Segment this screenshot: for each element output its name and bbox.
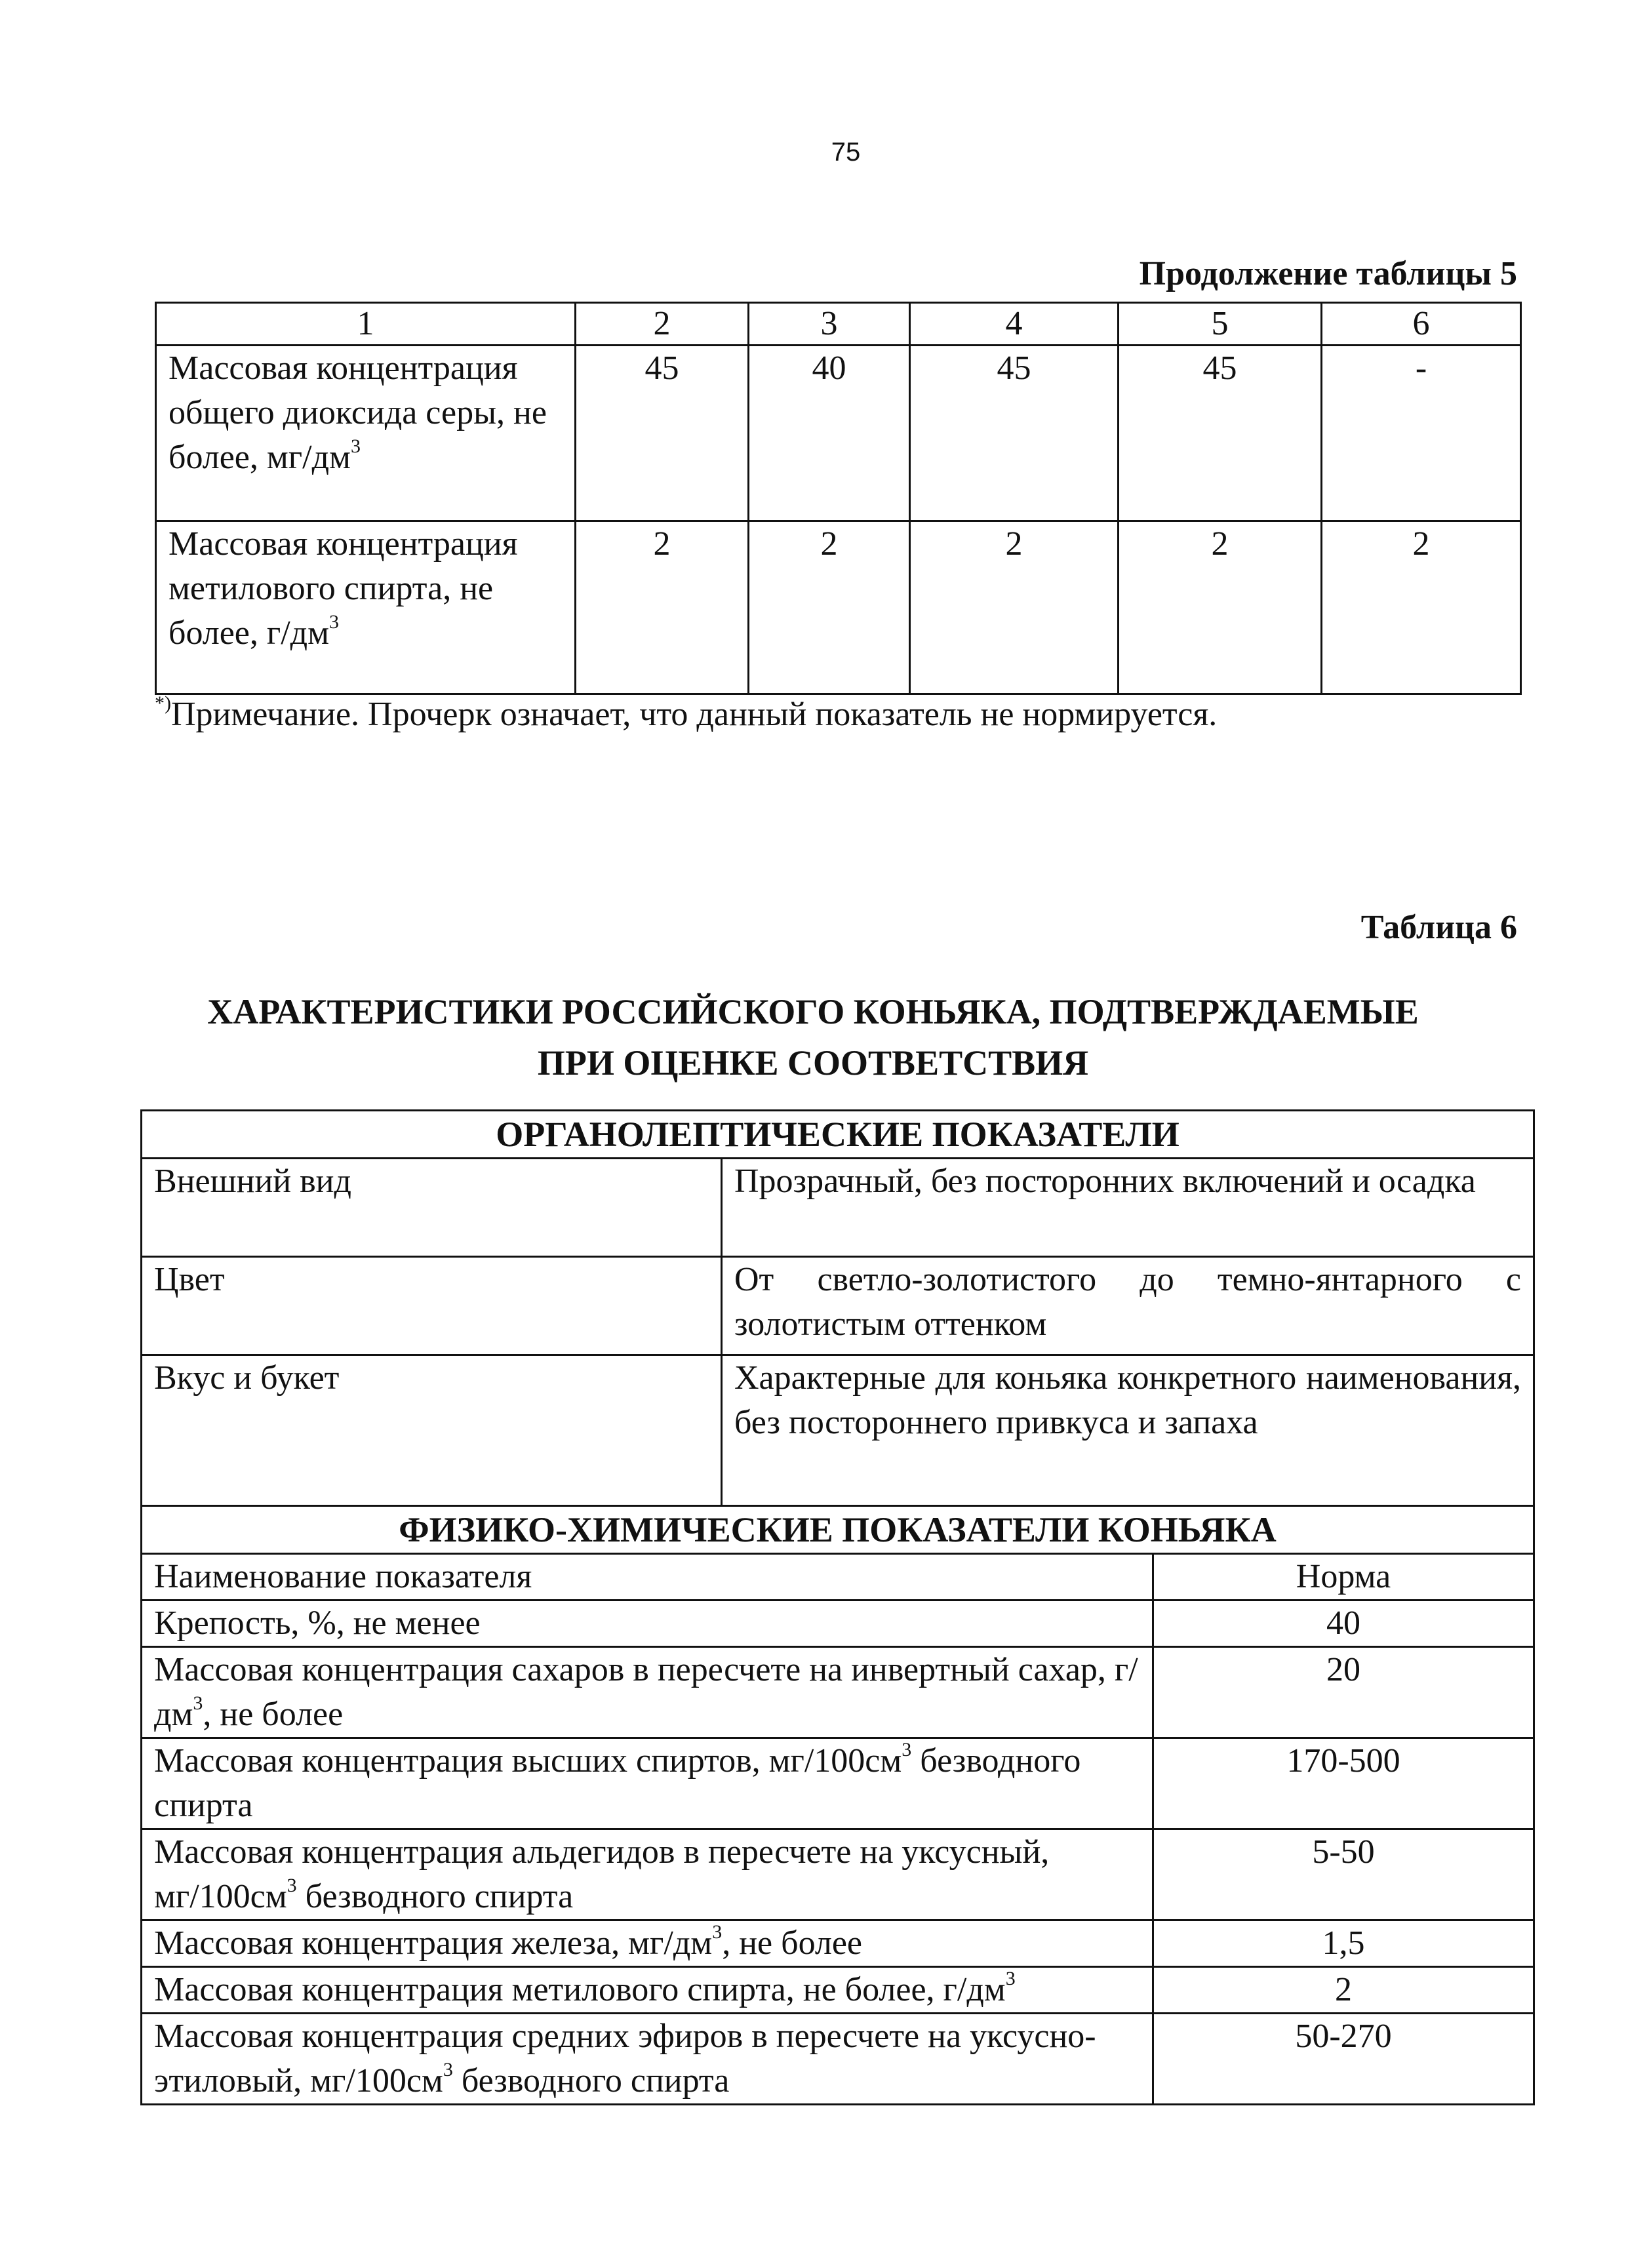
row-label: Массовая концентрация общего диоксида серы, не более, $мг/дм^3$ <box>156 346 576 521</box>
property-name: Массовая концентрация высших спиртов, $мг/100см^3$ безводного спирта <box>142 1738 1153 1829</box>
section-header-row <box>142 1506 1534 1554</box>
note-mark: *) <box>155 692 171 714</box>
table-row <box>142 1920 1534 1967</box>
table-cell: 2 <box>1322 521 1521 694</box>
table-6-title-line-1: ХАРАКТЕРИСТИКИ РОССИЙСКОГО КОНЬЯКА, ПОДТВЕРЖДАЕМЫЕ <box>207 992 1419 1031</box>
table-6 <box>140 1109 1535 2105</box>
column-header: 1 <box>156 303 576 346</box>
property-name: Цвет <box>142 1257 722 1355</box>
property-norm: 170-500 <box>1153 1738 1534 1829</box>
property-norm: 1,5 <box>1153 1920 1534 1967</box>
column-header-norm: Норма <box>1153 1554 1534 1601</box>
property-norm: 40 <box>1153 1601 1534 1647</box>
property-name: Массовая концентрация железа, $мг/дм^3$, не более <box>142 1920 1153 1967</box>
column-header: 2 <box>576 303 749 346</box>
table-cell: 45 <box>910 346 1119 521</box>
property-name: Крепость, %, не менее <box>142 1601 1153 1647</box>
table-row <box>142 1601 1534 1647</box>
table-row <box>156 346 1521 521</box>
table-6-title-line-2: ПРИ ОЦЕНКЕ СООТВЕТСТВИЯ <box>537 1043 1089 1083</box>
table-cell: 2 <box>1119 521 1322 694</box>
property-value: Прозрачный, без посторонних включений и осадка <box>722 1159 1534 1257</box>
property-name: Массовая концентрация альдегидов в пересчете на уксусный, $мг/100см^3$ безводного спирта <box>142 1829 1153 1920</box>
property-name: Массовая концентрация сахаров в пересчете на инвертный сахар, $г/дм^3$, не более <box>142 1647 1153 1738</box>
table-cell: 2 <box>749 521 910 694</box>
page-number: 75 <box>831 138 861 167</box>
property-name: Внешний вид <box>142 1159 722 1257</box>
section-header-row <box>142 1111 1534 1159</box>
table-header-row <box>142 1554 1534 1601</box>
property-norm: 20 <box>1153 1647 1534 1738</box>
table-6-label: Таблица 6 <box>1360 909 1517 946</box>
column-header-name: Наименование показателя <box>142 1554 1153 1601</box>
table-row <box>142 2014 1534 2105</box>
organoleptic-header: ОРГАНОЛЕПТИЧЕСКИЕ ПОКАЗАТЕЛИ <box>142 1111 1534 1159</box>
table-continuation-label: Продолжение таблицы 5 <box>1139 255 1517 292</box>
table-row <box>142 1257 1534 1355</box>
table-row <box>142 1967 1534 2014</box>
property-value: Характерные для коньяка конкретного наименования, без постороннего привкуса и запаха <box>722 1355 1534 1506</box>
property-norm: 5-50 <box>1153 1829 1534 1920</box>
property-norm: 50-270 <box>1153 2014 1534 2105</box>
table-cell: 2 <box>576 521 749 694</box>
table-row <box>156 521 1521 694</box>
column-header: 6 <box>1322 303 1521 346</box>
table-cell: 40 <box>749 346 910 521</box>
table-row <box>142 1647 1534 1738</box>
table-note: *)Примечание. Прочерк означает, что данный показатель не нормируется. <box>155 692 1218 733</box>
property-name: Массовая концентрация средних эфиров в пересчете на уксусно-этиловый, $мг/100см^3$ безводного спирта <box>142 2014 1153 2105</box>
table-cell: 2 <box>910 521 1119 694</box>
table-cell: - <box>1322 346 1521 521</box>
column-header: 4 <box>910 303 1119 346</box>
row-label: Массовая концентрация метилового спирта, не более, $г/дм^3$ <box>156 521 576 694</box>
table-row <box>142 1355 1534 1506</box>
table-row <box>142 1159 1534 1257</box>
table-row <box>142 1829 1534 1920</box>
property-norm: 2 <box>1153 1967 1534 2014</box>
property-name: Вкус и букет <box>142 1355 722 1506</box>
property-name: Массовая концентрация метилового спирта, не более, $г/дм^3$ <box>142 1967 1153 2014</box>
property-value: От светло-золотистого до темно-янтарного с золотистым оттенком <box>722 1257 1534 1355</box>
table-5 <box>155 302 1522 695</box>
column-header: 3 <box>749 303 910 346</box>
table-row <box>142 1738 1534 1829</box>
table-cell: 45 <box>1119 346 1322 521</box>
table-cell: 45 <box>576 346 749 521</box>
table-header-row <box>156 303 1521 346</box>
column-header: 5 <box>1119 303 1322 346</box>
physchem-header: ФИЗИКО-ХИМИЧЕСКИЕ ПОКАЗАТЕЛИ КОНЬЯКА <box>142 1506 1534 1554</box>
